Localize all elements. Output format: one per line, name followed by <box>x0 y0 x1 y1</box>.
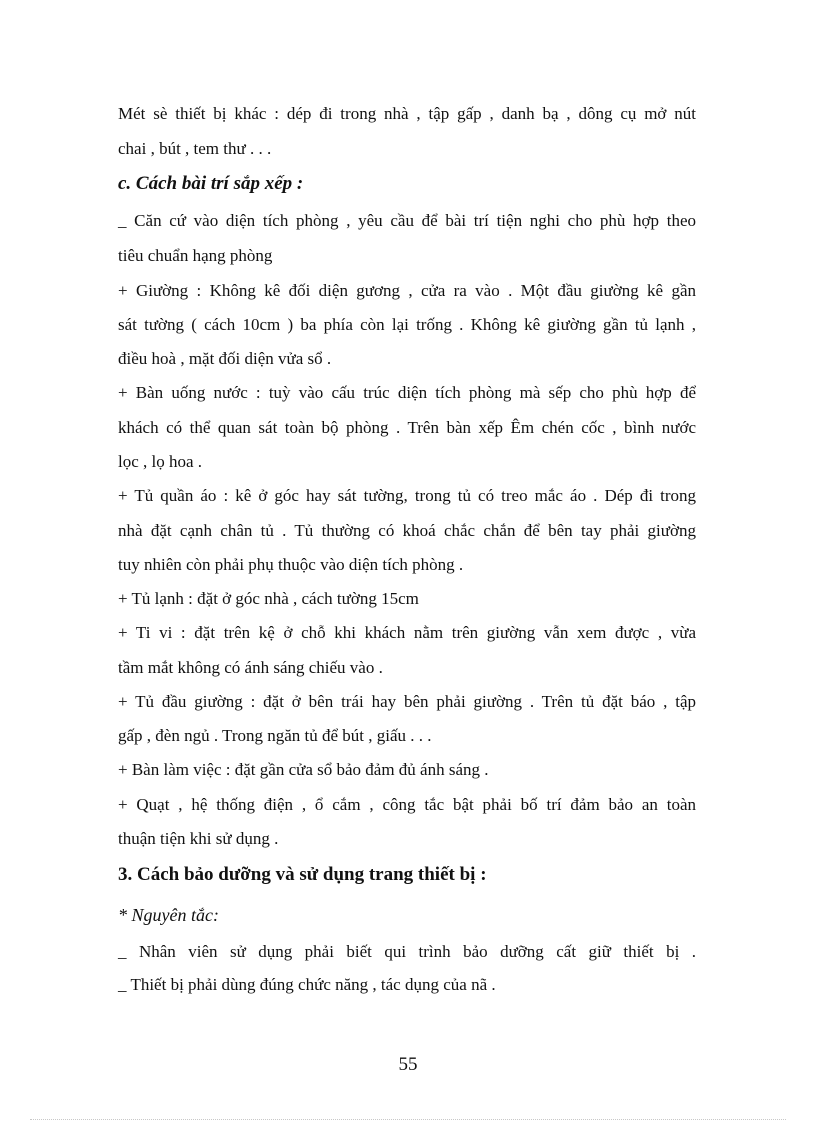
paragraph-line: _ Nhân viên sử dụng phải biết qui trình bảo dưỡng cất giữ thiết bị . <box>118 942 696 961</box>
paragraph-line: nhà đặt cạnh chân tủ . Tủ thường có khoá chắc chắn để bên tay phải giường <box>118 521 696 540</box>
section-heading: 3. Cách bảo dưỡng và sử dụng trang thiết bị : <box>118 864 487 885</box>
paragraph-line: khách có thể quan sát toàn bộ phòng . Trên bàn xếp Êm chén cốc , bình nước <box>118 418 696 437</box>
paragraph-line: + Tủ quần áo : kê ở góc hay sát tường, trong tủ có treo mắc áo . Dép đi trong <box>118 486 696 505</box>
paragraph-line: lọc , lọ hoa . <box>118 452 203 471</box>
paragraph-line: _ Căn cứ vào diện tích phòng , yêu cầu để bài trí tiện nghi cho phù hợp theo <box>118 211 696 230</box>
section-heading: c. Cách bài trí sắp xếp : <box>118 173 304 194</box>
page-bottom-divider <box>30 1119 786 1120</box>
paragraph-line: + Quạt , hệ thống điện , ổ cắm , công tắc bật phải bố trí đảm bảo an toàn <box>118 795 696 814</box>
paragraph-line: sát tường ( cách 10cm ) ba phía còn lại trống . Không kê giường gần tủ lạnh , <box>118 315 696 334</box>
paragraph-line: + Bàn làm việc : đặt gần cửa sổ bảo đảm đủ ánh sáng . <box>118 760 489 779</box>
paragraph-line: tuy nhiên còn phải phụ thuộc vào diện tích phòng . <box>118 555 464 574</box>
paragraph-line: điều hoà , mặt đối diện vửa sổ . <box>118 349 332 368</box>
paragraph-line: _ Thiết bị phải dùng đúng chức năng , tác dụng của nã . <box>118 975 496 994</box>
paragraph-line: tiêu chuẩn hạng phòng <box>118 246 273 265</box>
paragraph-line: + Bàn uống nước : tuỳ vào cấu trúc diện tích phòng mà sếp cho phù hợp để <box>118 383 696 402</box>
paragraph-line: gấp , đèn ngủ . Trong ngăn tủ để bút , giấu . . . <box>118 726 432 745</box>
paragraph-line: thuận tiện khi sử dụng . <box>118 829 279 848</box>
paragraph-line: + Tủ lạnh : đặt ở góc nhà , cách tường 15cm <box>118 589 419 608</box>
paragraph-line: + Tủ đầu giường : đặt ở bên trái hay bên phải giường . Trên tủ đặt báo , tập <box>118 692 696 711</box>
paragraph-line: + Giường : Không kê đối diện gương , cửa ra vào . Một đầu giường kê gần <box>118 281 696 300</box>
paragraph-line: tầm mắt không có ánh sáng chiếu vào . <box>118 658 383 677</box>
paragraph-line: + Ti vi : đặt trên kệ ở chỗ khi khách nằm trên giường vẫn xem được , vừa <box>118 623 696 642</box>
subheading: * Nguyên tắc: <box>118 905 219 925</box>
paragraph-line: chai , bút , tem thư . . . <box>118 139 272 158</box>
page-number: 55 <box>398 1054 418 1075</box>
paragraph-line: Mét sè thiết bị khác : dép đi trong nhà , tập gấp , danh bạ , dông cụ mở nút <box>118 104 696 123</box>
